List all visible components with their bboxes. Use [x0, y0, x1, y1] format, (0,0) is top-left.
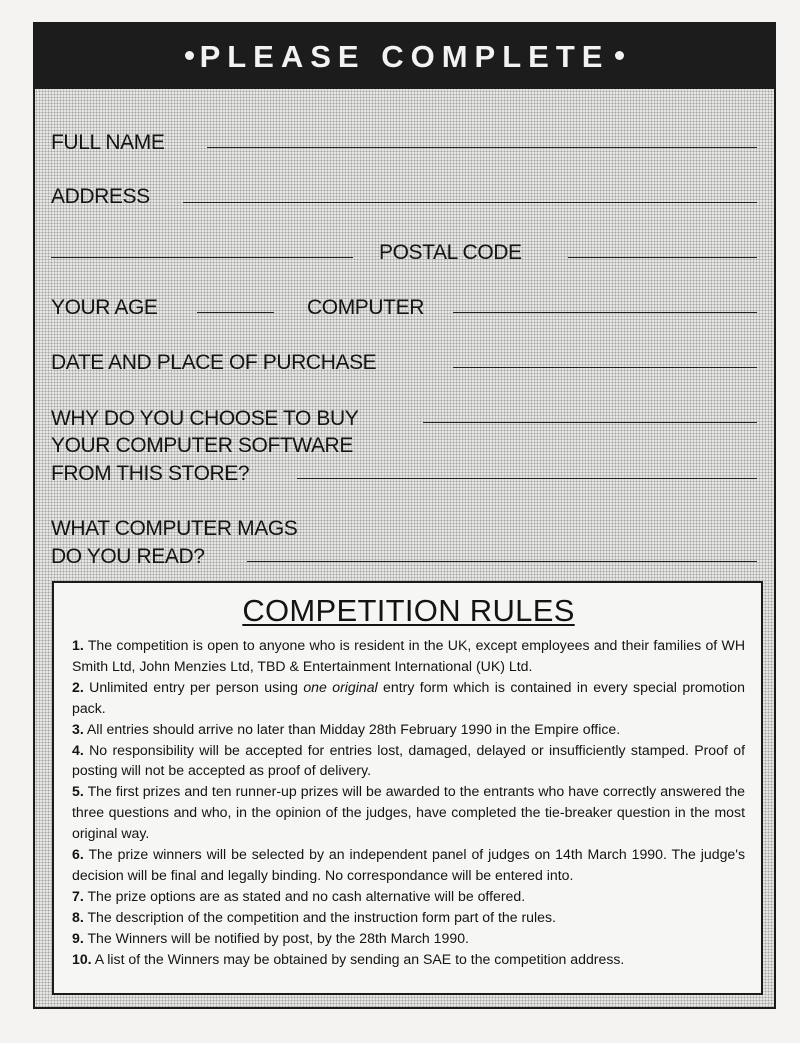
rule-number: 8.: [72, 908, 84, 925]
bullet-dot-icon: [615, 51, 624, 60]
mags-label-line-2: DO YOU READ?: [51, 545, 205, 568]
why-answer-line-2[interactable]: [297, 478, 757, 479]
rule-item: [72, 677, 745, 719]
why-label-line-3: FROM THIS STORE?: [51, 462, 250, 485]
your-age-label: YOUR AGE: [51, 296, 158, 319]
rule-number: 2.: [72, 678, 84, 695]
address-line-1[interactable]: [183, 202, 757, 203]
your-age-line[interactable]: [197, 312, 274, 313]
mags-answer-line[interactable]: [247, 561, 757, 562]
rule-text-emphasis: one original: [303, 678, 378, 695]
rule-item: [72, 907, 745, 928]
rule-text: The prize options are as stated and no cash alternative will be offered.: [87, 887, 526, 904]
rule-text: The competition is open to anyone who is resident in the UK, except employees and their families of WH Smith Ltd, John Menzies Ltd, TBD & Entertainment International (UK) Ltd.: [72, 637, 745, 674]
why-label-line-2: YOUR COMPUTER SOFTWARE: [51, 434, 353, 457]
rule-text-continued: entry form which is contained in every special promotion pack.: [72, 678, 745, 716]
date-place-line[interactable]: [453, 367, 757, 368]
rule-item: [72, 844, 745, 886]
rule-item: [72, 949, 745, 970]
rule-item: [72, 719, 745, 740]
full-name-line[interactable]: [207, 147, 757, 148]
competition-rules-box: [52, 581, 763, 995]
header-title-text: PLEASE COMPLETE: [199, 38, 610, 74]
address-line-2[interactable]: [51, 257, 353, 258]
rule-text: No responsibility will be accepted for entries lost, damaged, delayed or insufficiently stamped. Proof of posting will not be accepted as proof of delivery.: [72, 741, 746, 779]
postal-code-label: POSTAL CODE: [379, 241, 522, 264]
rule-text: A list of the Winners may be obtained by sending an SAE to the competition address.: [94, 950, 625, 967]
address-label: ADDRESS: [51, 185, 150, 208]
rule-number: 6.: [72, 846, 84, 863]
rule-number: 1.: [72, 637, 84, 653]
why-answer-line-1[interactable]: [423, 422, 757, 423]
rule-number: 4.: [72, 741, 84, 758]
computer-line[interactable]: [453, 312, 757, 313]
full-name-label: FULL NAME: [51, 131, 165, 154]
rules-title: COMPETITION RULES: [242, 593, 575, 628]
rule-number: 5.: [72, 783, 84, 800]
rule-item: [72, 781, 745, 844]
rule-number: 10.: [72, 950, 92, 967]
rule-text: The Winners will be notified by post, by the 28th March 1990.: [87, 929, 469, 946]
rule-text: The prize winners will be selected by an independent panel of judges on 14th March 1990. The judge's decision will be final and legally binding. No correspondance will be entered into.: [72, 846, 745, 883]
mags-label-line-1: WHAT COMPUTER MAGS: [51, 517, 298, 540]
why-label-line-1: WHY DO YOU CHOOSE TO BUY: [51, 407, 359, 430]
rule-item: [72, 928, 745, 949]
rule-text: All entries should arrive no later than Midday 28th February 1990 in the Empire office.: [86, 720, 621, 737]
rule-item: [72, 886, 745, 907]
date-place-label: DATE AND PLACE OF PURCHASE: [51, 351, 377, 374]
entry-form-card: [33, 22, 776, 1009]
header-bar: [35, 24, 774, 89]
rules-list: [72, 635, 745, 970]
rule-text: Unlimited entry per person using: [89, 678, 304, 695]
rule-number: 7.: [72, 887, 84, 904]
header-title: [179, 39, 631, 75]
rule-item: [72, 740, 745, 782]
postal-code-line[interactable]: [568, 257, 757, 258]
rule-text: The first prizes and ten runner-up prizes will be awarded to the entrants who have correctly answered the three questions and who, in the opinion of the judges, have completed the tie-breaker question in the most original way.: [72, 783, 745, 842]
rule-text: The description of the competition and the instruction form part of the rules.: [87, 908, 556, 925]
rule-item: [72, 635, 745, 677]
rule-number: 9.: [72, 929, 84, 946]
computer-label: COMPUTER: [307, 296, 424, 319]
rule-number: 3.: [72, 720, 84, 737]
bullet-dot-icon: [185, 51, 194, 60]
